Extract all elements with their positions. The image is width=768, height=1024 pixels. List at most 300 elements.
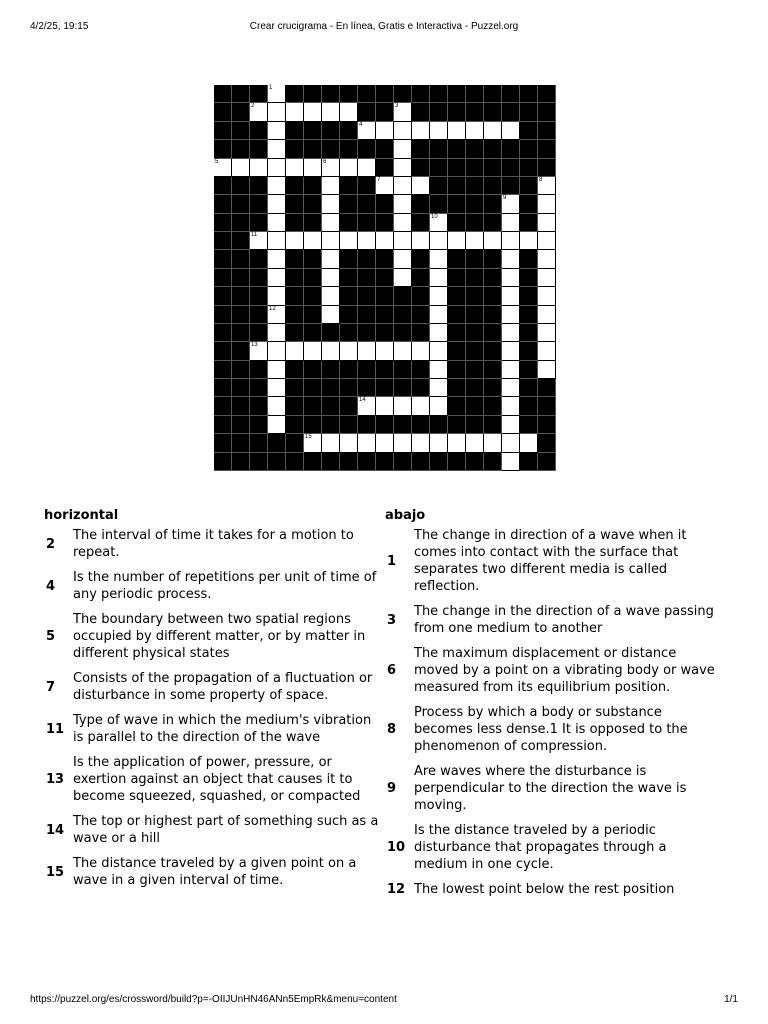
crossword-block: [394, 361, 412, 379]
crossword-block: [358, 269, 376, 287]
crossword-block: [520, 85, 538, 103]
crossword-cell: [322, 287, 340, 305]
across-heading: horizontal: [44, 508, 119, 523]
crossword-cell: [268, 232, 286, 250]
crossword-block: [232, 250, 250, 268]
crossword-block: [448, 195, 466, 213]
cell-number: 9: [503, 195, 507, 202]
crossword-block: [358, 250, 376, 268]
crossword-block: [466, 85, 484, 103]
crossword-block: [286, 434, 304, 452]
crossword-cell: [502, 416, 520, 434]
crossword-block: [250, 434, 268, 452]
crossword-cell: [484, 122, 502, 140]
crossword-cell: [268, 379, 286, 397]
crossword-cell: [250, 159, 268, 177]
crossword-cell: [412, 397, 430, 415]
crossword-block: [286, 324, 304, 342]
crossword-cell: [268, 342, 286, 360]
crossword-cell: [394, 342, 412, 360]
crossword-block: [520, 103, 538, 121]
crossword-block: [412, 416, 430, 434]
crossword-block: [214, 85, 232, 103]
crossword-block: [484, 379, 502, 397]
crossword-cell: [484, 434, 502, 452]
crossword-block: [412, 159, 430, 177]
crossword-block: [520, 159, 538, 177]
crossword-block: [430, 177, 448, 195]
crossword-block: [538, 397, 556, 415]
crossword-block: [250, 397, 268, 415]
crossword-block: [448, 85, 466, 103]
crossword-cell: [322, 232, 340, 250]
crossword-block: [286, 195, 304, 213]
crossword-block: [430, 416, 448, 434]
crossword-cell: [304, 232, 322, 250]
crossword-block: [304, 287, 322, 305]
crossword-block: [430, 140, 448, 158]
crossword-cell: [268, 397, 286, 415]
crossword-block: [412, 324, 430, 342]
crossword-cell: [484, 232, 502, 250]
crossword-block: [232, 416, 250, 434]
cell-number: 14: [359, 397, 366, 404]
crossword-cell: [304, 342, 322, 360]
crossword-cell: [412, 434, 430, 452]
crossword-block: [520, 397, 538, 415]
crossword-block: [340, 122, 358, 140]
crossword-block: [520, 269, 538, 287]
crossword-block: [430, 453, 448, 471]
crossword-block: [250, 269, 268, 287]
crossword-block: [304, 269, 322, 287]
crossword-block: [376, 214, 394, 232]
crossword-block: [250, 122, 268, 140]
crossword-cell: [340, 434, 358, 452]
crossword-block: [340, 397, 358, 415]
crossword-cell: [538, 232, 556, 250]
print-page-number: 1/1: [724, 994, 738, 1005]
crossword-cell: [538, 269, 556, 287]
crossword-cell: [448, 232, 466, 250]
crossword-block: [214, 324, 232, 342]
print-datetime: 4/2/25, 19:15: [30, 21, 89, 32]
crossword-block: [250, 416, 268, 434]
across-clue: [44, 569, 384, 603]
crossword-block: [448, 453, 466, 471]
crossword-block: [340, 361, 358, 379]
clue-text: The distance traveled by a given point on a wave in a given interval of time.: [73, 856, 357, 888]
clue-text: The maximum displacement or distance moved by a point on a vibrating body or wave measured from its equilibrium position.: [414, 646, 715, 695]
clue-number: 14: [46, 822, 65, 838]
crossword-cell: [430, 397, 448, 415]
crossword-block: [232, 397, 250, 415]
crossword-cell: [358, 232, 376, 250]
crossword-block: [466, 416, 484, 434]
crossword-cell: [322, 103, 340, 121]
crossword-block: [376, 195, 394, 213]
crossword-block: [304, 250, 322, 268]
crossword-block: [484, 103, 502, 121]
crossword-block: [214, 416, 232, 434]
crossword-block: [340, 416, 358, 434]
crossword-cell: [358, 342, 376, 360]
crossword-block: [538, 85, 556, 103]
cell-number: 4: [359, 121, 363, 128]
crossword-block: [304, 306, 322, 324]
crossword-block: [358, 361, 376, 379]
clue-text: Is the application of power, pressure, or exertion against an object that causes it to become squeezed, squashed, or compacted: [73, 755, 361, 804]
crossword-cell: [268, 140, 286, 158]
clue-number: 13: [46, 772, 65, 787]
crossword-block: [520, 122, 538, 140]
crossword-block: [232, 177, 250, 195]
crossword-block: [286, 214, 304, 232]
down-clue: [385, 881, 725, 898]
crossword-cell: [502, 453, 520, 471]
crossword-block: [250, 250, 268, 268]
crossword-block: [484, 85, 502, 103]
crossword-block: [376, 287, 394, 305]
crossword-block: [214, 122, 232, 140]
crossword-block: [214, 453, 232, 471]
crossword-block: [448, 159, 466, 177]
crossword-cell: [430, 122, 448, 140]
crossword-block: [538, 103, 556, 121]
crossword-block: [520, 306, 538, 324]
crossword-block: [232, 361, 250, 379]
crossword-block: [466, 195, 484, 213]
cell-number: 10: [431, 213, 438, 220]
crossword-block: [340, 379, 358, 397]
crossword-block: [304, 195, 322, 213]
crossword-cell: [538, 214, 556, 232]
crossword-block: [322, 122, 340, 140]
clue-number: 2: [46, 536, 56, 552]
crossword-block: [376, 269, 394, 287]
crossword-cell: [502, 434, 520, 452]
across-clue: [44, 527, 384, 561]
clue-number: 4: [46, 578, 56, 594]
across-clue: [44, 670, 384, 704]
crossword-cell: [268, 324, 286, 342]
crossword-block: [466, 379, 484, 397]
crossword-cell: [340, 232, 358, 250]
crossword-cell: [502, 195, 520, 213]
crossword-block: [412, 361, 430, 379]
cell-number: 1: [269, 85, 273, 91]
crossword-block: [412, 85, 430, 103]
crossword-block: [340, 195, 358, 213]
crossword-block: [448, 379, 466, 397]
crossword-block: [250, 379, 268, 397]
crossword-block: [448, 177, 466, 195]
crossword-block: [448, 324, 466, 342]
crossword-cell: [538, 287, 556, 305]
crossword-cell: [268, 85, 286, 103]
crossword-block: [286, 287, 304, 305]
crossword-cell: [448, 434, 466, 452]
crossword-block: [376, 85, 394, 103]
crossword-block: [340, 324, 358, 342]
crossword-block: [394, 85, 412, 103]
crossword-block: [286, 416, 304, 434]
down-heading: abajo: [385, 508, 426, 523]
crossword-block: [250, 195, 268, 213]
crossword-block: [520, 379, 538, 397]
crossword-cell: [394, 103, 412, 121]
crossword-block: [520, 453, 538, 471]
crossword-block: [484, 214, 502, 232]
crossword-block: [412, 269, 430, 287]
crossword-block: [232, 122, 250, 140]
crossword-cell: [538, 195, 556, 213]
crossword-block: [376, 103, 394, 121]
crossword-cell: [232, 159, 250, 177]
crossword-cell: [412, 232, 430, 250]
crossword-block: [466, 103, 484, 121]
crossword-cell: [538, 361, 556, 379]
crossword-block: [214, 397, 232, 415]
clue-text: Type of wave in which the medium's vibration is parallel to the direction of the wave: [73, 713, 372, 745]
crossword-cell: [268, 269, 286, 287]
crossword-block: [412, 195, 430, 213]
crossword-cell: [304, 103, 322, 121]
crossword-cell: [358, 434, 376, 452]
crossword-cell: [502, 269, 520, 287]
crossword-block: [484, 324, 502, 342]
crossword-block: [214, 232, 232, 250]
crossword-block: [250, 361, 268, 379]
crossword-block: [232, 214, 250, 232]
clue-number: 5: [46, 629, 56, 644]
crossword-cell: [412, 342, 430, 360]
crossword-cell: [322, 195, 340, 213]
crossword-block: [304, 361, 322, 379]
crossword-block: [286, 177, 304, 195]
cell-number: 5: [215, 158, 219, 165]
crossword-cell: [394, 177, 412, 195]
crossword-block: [502, 85, 520, 103]
crossword-block: [322, 140, 340, 158]
crossword-cell: [394, 434, 412, 452]
crossword-cell: [250, 103, 268, 121]
crossword-block: [232, 140, 250, 158]
crossword-block: [358, 306, 376, 324]
clue-text: The change in the direction of a wave passing from one medium to another: [414, 604, 714, 636]
crossword-block: [358, 324, 376, 342]
cell-number: 11: [251, 232, 258, 238]
crossword-cell: [394, 159, 412, 177]
crossword-cell: [430, 379, 448, 397]
crossword-cell: [268, 416, 286, 434]
crossword-block: [232, 232, 250, 250]
crossword-block: [214, 342, 232, 360]
crossword-block: [502, 159, 520, 177]
crossword-cell: [502, 379, 520, 397]
crossword-block: [484, 397, 502, 415]
crossword-block: [376, 379, 394, 397]
crossword-cell: [268, 250, 286, 268]
crossword-cell: [268, 103, 286, 121]
crossword-block: [520, 177, 538, 195]
crossword-block: [520, 250, 538, 268]
clue-text: The lowest point below the rest position: [414, 882, 675, 897]
crossword-block: [286, 122, 304, 140]
crossword-cell: [376, 342, 394, 360]
crossword-cell: [430, 306, 448, 324]
crossword-block: [358, 453, 376, 471]
crossword-cell: [376, 434, 394, 452]
crossword-cell: [502, 232, 520, 250]
crossword-block: [394, 324, 412, 342]
crossword-block: [484, 140, 502, 158]
crossword-cell: [250, 232, 268, 250]
crossword-cell: [430, 269, 448, 287]
crossword-block: [304, 122, 322, 140]
crossword-block: [232, 195, 250, 213]
crossword-block: [376, 416, 394, 434]
crossword-block: [214, 287, 232, 305]
crossword-cell: [502, 361, 520, 379]
crossword-block: [484, 250, 502, 268]
crossword-block: [448, 103, 466, 121]
crossword-block: [286, 250, 304, 268]
crossword-cell: [430, 250, 448, 268]
crossword-block: [304, 177, 322, 195]
crossword-block: [466, 453, 484, 471]
crossword-block: [466, 214, 484, 232]
crossword-block: [376, 140, 394, 158]
crossword-block: [286, 85, 304, 103]
crossword-block: [394, 287, 412, 305]
crossword-block: [286, 397, 304, 415]
crossword-cell: [448, 122, 466, 140]
crossword-cell: [376, 122, 394, 140]
crossword-block: [232, 379, 250, 397]
crossword-block: [538, 122, 556, 140]
crossword-block: [376, 324, 394, 342]
crossword-block: [340, 140, 358, 158]
crossword-grid: [214, 85, 556, 471]
crossword-block: [358, 287, 376, 305]
crossword-block: [250, 453, 268, 471]
crossword-block: [250, 324, 268, 342]
crossword-block: [448, 397, 466, 415]
crossword-block: [412, 306, 430, 324]
crossword-block: [232, 306, 250, 324]
crossword-block: [214, 306, 232, 324]
crossword-block: [520, 195, 538, 213]
crossword-block: [484, 361, 502, 379]
crossword-block: [520, 140, 538, 158]
crossword-cell: [322, 214, 340, 232]
crossword-block: [484, 306, 502, 324]
crossword-cell: [412, 177, 430, 195]
crossword-block: [322, 379, 340, 397]
clue-number: 8: [387, 722, 397, 737]
crossword-cell: [394, 214, 412, 232]
crossword-block: [430, 195, 448, 213]
crossword-cell: [394, 195, 412, 213]
crossword-block: [520, 287, 538, 305]
crossword-cell: [394, 122, 412, 140]
crossword-block: [502, 177, 520, 195]
crossword-cell: [340, 103, 358, 121]
crossword-block: [232, 85, 250, 103]
clue-text: Is the distance traveled by a periodic disturbance that propagates through a medium in one cycle.: [414, 823, 667, 872]
across-clue: [44, 855, 384, 889]
print-page-title: Crear crucigrama - En línea, Gratis e Interactiva - Puzzel.org: [249, 21, 519, 32]
crossword-block: [466, 177, 484, 195]
crossword-block: [538, 434, 556, 452]
crossword-cell: [430, 434, 448, 452]
crossword-block: [484, 287, 502, 305]
crossword-block: [358, 85, 376, 103]
crossword-cell: [304, 159, 322, 177]
crossword-block: [376, 250, 394, 268]
crossword-cell: [520, 232, 538, 250]
crossword-block: [412, 250, 430, 268]
crossword-cell: [214, 159, 232, 177]
cell-number: 6: [323, 158, 327, 165]
clue-text: Are waves where the disturbance is perpendicular to the direction the wave is moving.: [414, 764, 687, 813]
crossword-block: [520, 361, 538, 379]
crossword-cell: [340, 342, 358, 360]
crossword-block: [394, 416, 412, 434]
crossword-block: [484, 416, 502, 434]
clue-number: 10: [387, 840, 406, 855]
crossword-block: [538, 379, 556, 397]
crossword-block: [466, 287, 484, 305]
cell-number: 13: [251, 342, 258, 349]
crossword-cell: [322, 306, 340, 324]
down-clue: [385, 603, 725, 637]
crossword-cell: [322, 269, 340, 287]
crossword-block: [448, 269, 466, 287]
crossword-block: [340, 269, 358, 287]
crossword-block: [304, 379, 322, 397]
clue-number: 15: [46, 864, 65, 880]
crossword-block: [484, 453, 502, 471]
crossword-block: [466, 306, 484, 324]
crossword-cell: [322, 342, 340, 360]
crossword-block: [322, 361, 340, 379]
crossword-block: [232, 269, 250, 287]
down-clue: [385, 527, 725, 595]
clue-number: 1: [387, 553, 397, 569]
crossword-block: [232, 434, 250, 452]
crossword-cell: [538, 306, 556, 324]
crossword-block: [448, 416, 466, 434]
crossword-cell: [412, 122, 430, 140]
crossword-block: [340, 453, 358, 471]
crossword-block: [214, 269, 232, 287]
crossword-block: [430, 85, 448, 103]
crossword-block: [394, 379, 412, 397]
down-clue: [385, 763, 725, 814]
clue-number: 11: [46, 721, 65, 737]
crossword-block: [376, 306, 394, 324]
crossword-cell: [268, 195, 286, 213]
crossword-cell: [430, 232, 448, 250]
crossword-block: [304, 397, 322, 415]
clue-text: The boundary between two spatial regions occupied by different matter, or by matter in different physical states: [73, 612, 366, 661]
crossword-block: [286, 361, 304, 379]
crossword-block: [304, 85, 322, 103]
crossword-block: [250, 306, 268, 324]
crossword-block: [376, 453, 394, 471]
